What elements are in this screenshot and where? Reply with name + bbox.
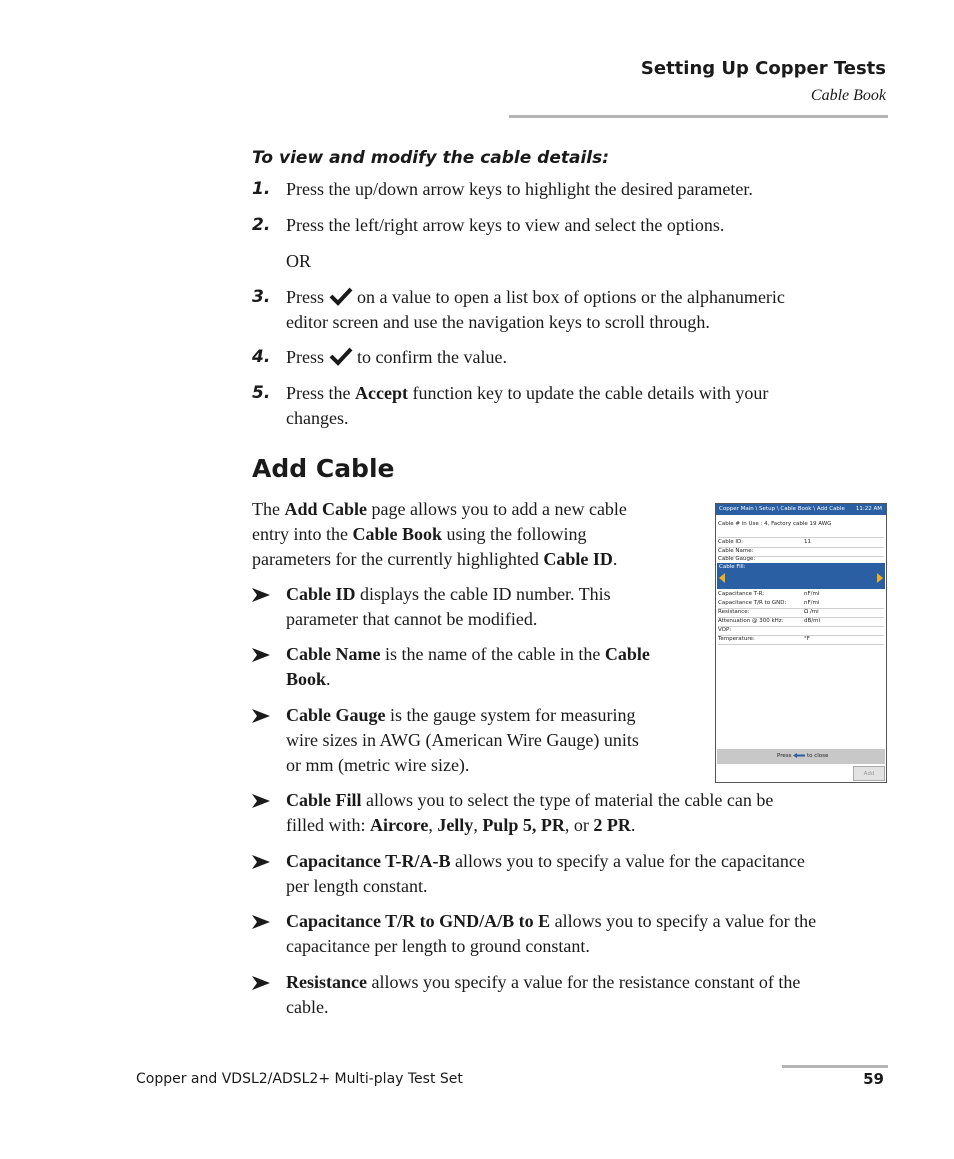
screen-row-attenuation xyxy=(718,618,884,626)
page-number: 59 xyxy=(863,1070,884,1088)
bullet-resistance xyxy=(252,970,892,1020)
bullet-text: allows you specify a value for the resistance constant of the xyxy=(371,972,801,992)
bullet-text: filled with: xyxy=(286,815,366,835)
screen-row-cable-name xyxy=(718,548,884,556)
intro-bold: Add Cable xyxy=(284,499,368,519)
bullet-capacitance-tr xyxy=(252,849,892,899)
step-text: on a value to open a list box of options or the alphanumeric xyxy=(357,287,785,307)
bullet-text: displays the cable ID number. This xyxy=(360,584,611,604)
step-text: Press the up/down arrow keys to highlight the desired parameter. xyxy=(286,179,753,199)
bullet-term: Cable xyxy=(604,644,650,664)
bullet-term: Capacitance T-R/A-B xyxy=(286,851,451,871)
bullet-term: Capacitance T/R to GND/A/B to E xyxy=(286,911,551,931)
bullet-text: capacitance per length to ground constant. xyxy=(286,936,590,956)
bullet-text: per length constant. xyxy=(286,876,428,896)
step-number: 1. xyxy=(252,179,271,199)
intro-bold: Cable ID xyxy=(543,549,613,569)
screen-row-label: Temperature: xyxy=(718,636,755,642)
step-1 xyxy=(252,177,892,202)
intro-text: entry into the xyxy=(252,524,348,544)
add-cable-screenshot xyxy=(715,503,887,783)
bullet-text: is the gauge system for measuring xyxy=(390,705,636,725)
step-text: to confirm the value. xyxy=(357,347,507,367)
bullet-text: cable. xyxy=(286,997,329,1017)
step-number: 5. xyxy=(252,383,271,403)
step-text: Press the xyxy=(286,383,351,403)
screen-divider xyxy=(718,644,884,645)
bullet-capacitance-gnd xyxy=(252,909,892,959)
bullet-text: or mm (metric wire size). xyxy=(286,755,470,775)
bullet-term: Cable Fill xyxy=(286,790,362,810)
fill-option: Pulp 5, PR xyxy=(482,815,565,835)
bullet-arrow-icon xyxy=(252,794,270,808)
intro-text: . xyxy=(612,549,618,569)
left-arrow-icon xyxy=(719,573,725,583)
intro-text: using the following xyxy=(446,524,587,544)
bullet-term: Resistance xyxy=(286,972,367,992)
intro-bold: Cable Book xyxy=(352,524,443,544)
footer-manual-title: Copper and VDSL2/ADSL2+ Multi-play Test Set xyxy=(136,1071,463,1087)
bullet-text: , or xyxy=(564,815,589,835)
bullet-term: Cable ID xyxy=(286,584,356,604)
screen-row-capacitance-tr xyxy=(718,591,884,599)
screen-row-label: Cable Name: xyxy=(718,548,754,554)
screen-row-value: nF/mi xyxy=(804,600,820,606)
accept-key-label: Accept xyxy=(355,383,408,403)
fill-option: Jelly xyxy=(437,815,474,835)
bullet-text: allows you to specify a value for the xyxy=(554,911,817,931)
section-title: Add Cable xyxy=(252,454,395,483)
bullet-arrow-icon xyxy=(252,855,270,869)
header-rule xyxy=(509,115,888,118)
step-5 xyxy=(252,381,892,431)
bullet-text: is the name of the cable in the xyxy=(384,644,601,664)
right-arrow-icon xyxy=(877,573,883,583)
bullet-cable-name xyxy=(252,642,712,692)
screen-row-label: Cable Fill: xyxy=(719,564,746,570)
bullet-arrow-icon xyxy=(252,709,270,723)
screen-clock: 11:22 AM xyxy=(855,506,882,512)
bullet-term: Cable Gauge xyxy=(286,705,386,725)
screen-breadcrumb: Copper Main \ Setup \ Cable Book \ Add Cable xyxy=(719,506,845,512)
screen-row-value: °F xyxy=(804,636,810,642)
screen-row-label: Cable ID: xyxy=(718,539,744,545)
intro-text: The xyxy=(252,499,280,519)
screen-row-label: Attenuation @ 300 kHz: xyxy=(718,618,784,624)
section-intro xyxy=(252,497,707,572)
screen-row-value: dB/mi xyxy=(804,618,821,624)
footer-rule xyxy=(782,1065,888,1068)
bullet-term: Book xyxy=(286,669,327,689)
step-number: 4. xyxy=(252,347,271,367)
screen-footer-text: to close xyxy=(806,753,829,759)
checkmark-icon xyxy=(329,346,353,366)
screen-row-label: VOP: xyxy=(718,627,732,633)
screen-footer-bar xyxy=(717,749,885,764)
step-2 xyxy=(252,213,892,238)
screen-divider xyxy=(718,537,884,538)
step-text: function key to update the cable details with your xyxy=(412,383,769,403)
running-header-title: Setting Up Copper Tests xyxy=(640,58,886,79)
bullet-text: . xyxy=(326,669,331,689)
or-text: OR xyxy=(286,251,312,271)
step-3 xyxy=(252,285,892,335)
bullet-arrow-icon xyxy=(252,648,270,662)
step-text: Press the left/right arrow keys to view and select the options. xyxy=(286,215,725,235)
screen-row-vop xyxy=(718,627,884,635)
screen-row-label: Cable Gauge: xyxy=(718,556,756,562)
checkmark-icon xyxy=(329,286,353,306)
procedure-title: To view and modify the cable details: xyxy=(252,148,610,168)
bullet-text: parameter that cannot be modified. xyxy=(286,609,538,629)
screen-row-value: Ω /mi xyxy=(804,609,819,615)
screen-add-button[interactable]: Add xyxy=(853,766,885,781)
bullet-text: allows you to specify a value for the capacitance xyxy=(455,851,805,871)
bullet-cable-gauge xyxy=(252,703,702,778)
screen-footer-text: Press xyxy=(777,753,792,759)
screen-row-capacitance-gnd xyxy=(718,600,884,608)
back-key-icon xyxy=(793,753,805,758)
step-text: editor screen and use the navigation keys to scroll through. xyxy=(286,312,710,332)
screen-cable-in-use: Cable # in Use : 4, Factory cable 19 AWG xyxy=(718,521,832,527)
fill-option: Aircore xyxy=(370,815,429,835)
step-text: Press xyxy=(286,287,325,307)
screen-row-label: Resistance: xyxy=(718,609,750,615)
fill-option: 2 PR xyxy=(593,815,631,835)
bullet-text: wire sizes in AWG (American Wire Gauge) units xyxy=(286,730,639,750)
screen-title-bar xyxy=(716,504,886,515)
bullet-term: Cable Name xyxy=(286,644,381,664)
bullet-arrow-icon xyxy=(252,588,270,602)
intro-text: parameters for the currently highlighted xyxy=(252,549,539,569)
bullet-arrow-icon xyxy=(252,915,270,929)
bullet-cable-fill: Cable Fill allows you to select the type of material the cable can be filled with: Aircore, Jelly, Pulp 5, PR, or 2 PR. xyxy=(252,788,892,838)
bullet-arrow-icon xyxy=(252,976,270,990)
screen-row-temperature xyxy=(718,636,884,644)
step-number: 2. xyxy=(252,215,271,235)
bullet-text: allows you to select the type of material the cable can be xyxy=(366,790,774,810)
screen-row-value: nF/mi xyxy=(804,591,820,597)
step-4 xyxy=(252,345,892,370)
screen-row-label: Capacitance T/R to GND: xyxy=(718,600,787,606)
step-text: Press xyxy=(286,347,325,367)
intro-text: page allows you to add a new cable xyxy=(371,499,627,519)
screen-row-cable-id xyxy=(718,539,884,547)
screen-row-cable-fill-selected xyxy=(717,563,885,589)
screen-row-value: 11 xyxy=(804,539,811,545)
screen-row-resistance xyxy=(718,609,884,617)
bullet-cable-id xyxy=(252,582,692,632)
screen-row-label: Capacitance T-R: xyxy=(718,591,765,597)
step-or xyxy=(252,249,892,274)
bullet-text: . xyxy=(630,815,636,835)
step-number: 3. xyxy=(252,287,271,307)
running-header-subtitle: Cable Book xyxy=(810,87,886,104)
step-text: changes. xyxy=(286,408,349,428)
